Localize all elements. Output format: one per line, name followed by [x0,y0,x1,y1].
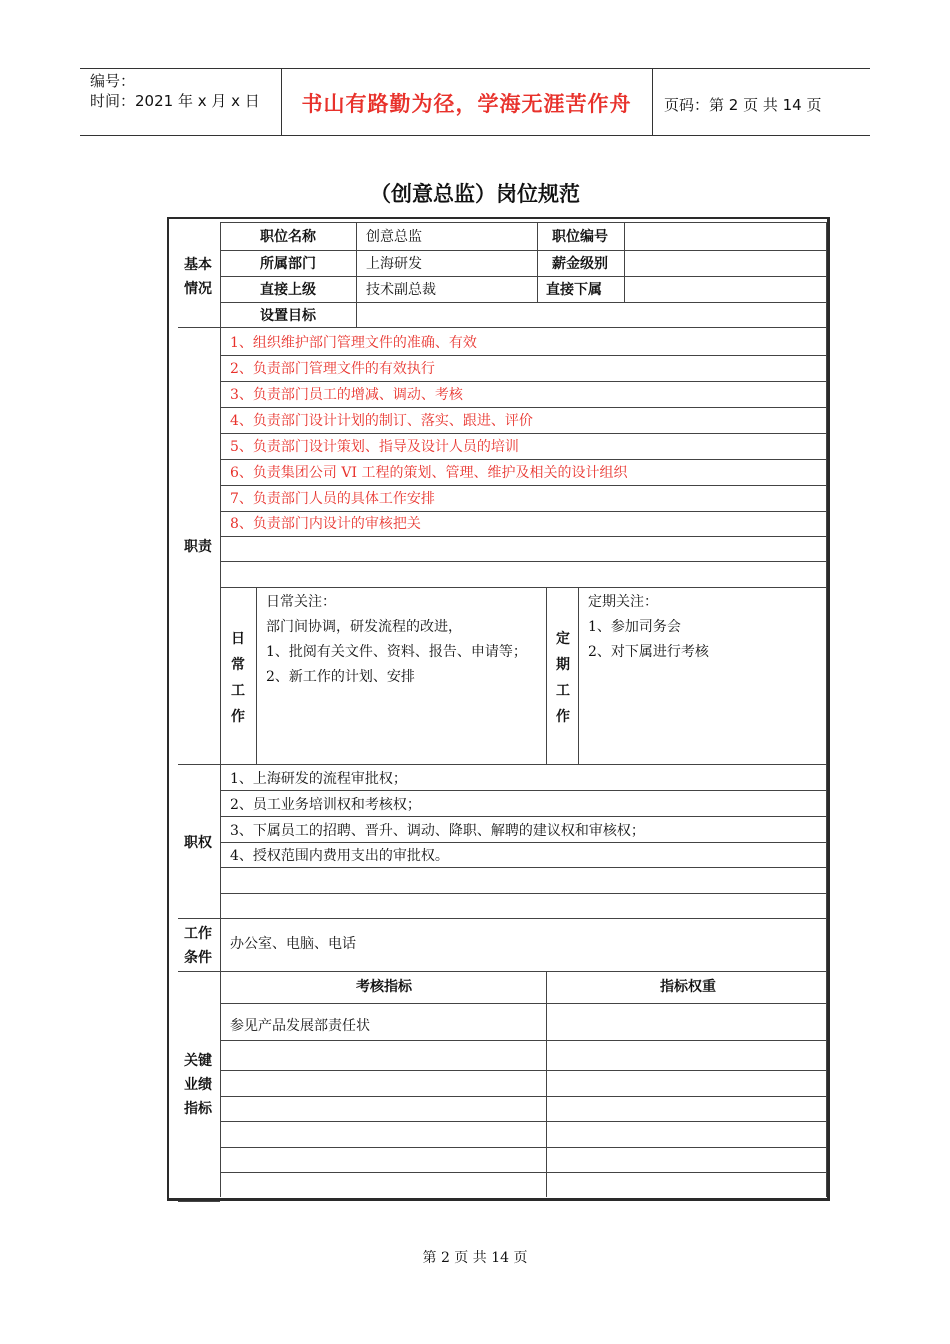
field-label-code: 职位编号 [552,229,608,245]
field-value-supervisor: 技术副总裁 [366,282,436,298]
label-column-divider [220,222,221,1197]
row-line [220,816,826,817]
duty-item: 8、负责部门内设计的审核把关 [230,516,421,532]
section-divider [178,327,220,328]
section-label-basic-text: 基本 情况 [184,257,212,297]
row-line [220,561,826,562]
row-line [220,511,826,512]
authority-item: 1、上海研发的流程审批权； [230,771,407,787]
row-line [220,764,826,765]
daily-work-label [223,626,253,730]
authority-item: 2、员工业务培训权和考核权； [230,797,421,813]
daily-work-line: 日常关注： [266,594,336,610]
section-divider [178,918,220,919]
row-line [220,1121,826,1122]
row-line [220,485,826,486]
row-line [220,459,826,460]
daily-work-label-char: 工 [231,683,245,699]
row-line [220,276,826,277]
row-line [220,893,826,894]
daily-work-line: 1、批阅有关文件、资料、报告、申请等； [266,644,527,660]
conditions-value: 办公室、电脑、电话 [230,936,356,952]
kpi-header-indicator: 考核指标 [356,979,412,995]
section-label-kpi-text: 关键 业绩 指标 [184,1053,212,1117]
periodic-work-line: 2、对下属进行考核 [588,644,709,660]
periodic-work-label-char: 工 [556,683,570,699]
section-label-conditions [178,922,218,970]
daily-work-label-char: 常 [231,657,245,673]
row-line [220,587,826,588]
field-label-salary-grade: 薪金级别 [552,256,608,272]
section-divider [178,764,220,765]
field-label-title: 职位名称 [260,229,316,245]
col-line [578,587,579,764]
kpi-header-weight: 指标权重 [660,979,716,995]
row-line [220,1070,826,1071]
section-divider [178,1201,220,1202]
page-footer: 第 2 页 共 14 页 [422,1250,528,1266]
periodic-work-label [548,626,578,730]
periodic-work-line: 定期关注： [588,594,658,610]
daily-work-line: 2、新工作的计划、安排 [266,669,415,685]
row-line [220,867,826,868]
row-line [220,355,826,356]
daily-work-label-char: 作 [231,709,245,725]
motto-text: 书山有路勤为径，学海无涯苦作舟 [301,92,632,116]
daily-work-text [266,590,527,690]
duty-item: 1、组织维护部门管理文件的准确、有效 [230,335,477,351]
daily-work-label-char: 日 [231,631,245,647]
section-label-authority: 职权 [184,835,212,851]
authority-item: 4、授权范围内费用支出的审批权。 [230,848,449,864]
periodic-work-text [588,590,709,665]
periodic-work-label-char: 定 [556,631,570,647]
row-line [220,1040,826,1041]
row-line [220,1147,826,1148]
duty-item: 3、负责部门员工的增减、调动、考核 [230,387,463,403]
row-line [220,790,826,791]
duty-item: 7、负责部门人员的具体工作安排 [230,491,435,507]
field-label-objective: 设置目标 [260,308,316,324]
col-line [624,222,625,302]
periodic-work-label-char: 作 [556,709,570,725]
authority-item: 3、下属员工的招聘、晋升、调动、降职、解聘的建议权和审核权； [230,823,645,839]
daily-work-line: 部门间协调，研发流程的改进， [266,619,462,635]
page-title: （创意总监）岗位规范 [370,182,580,206]
header-divider-2 [652,68,653,135]
header-bottom-line [80,135,870,136]
row-line [220,250,826,251]
field-value-title: 创意总监 [366,229,422,245]
col-line [546,587,547,764]
row-line [220,918,826,919]
duty-item: 4、负责部门设计计划的制订、落实、跟进、评价 [230,413,533,429]
col-line [546,971,547,1197]
duty-item: 6、负责集团公司 VI 工程的策划、管理、维护及相关的设计组织 [230,465,628,481]
section-label-conditions-text: 工作 条件 [184,926,212,966]
row-line [220,407,826,408]
doc-time-label: 时间：2021 年 x 月 x 日 [90,92,260,110]
duty-item: 2、负责部门管理文件的有效执行 [230,361,435,377]
row-line [220,302,826,303]
page-number-label: 页码：第 2 页 共 14 页 [664,96,822,114]
section-divider [178,971,220,972]
section-label-basic [178,253,218,301]
row-line [220,1003,826,1004]
row-line [220,536,826,537]
col-line [537,222,538,302]
row-line [220,222,826,223]
doc-number-label: 编号： [90,72,136,90]
field-value-department: 上海研发 [366,256,422,272]
field-label-supervisor: 直接上级 [260,282,316,298]
row-line [220,971,826,972]
row-line [220,327,826,328]
header-top-line [80,68,870,69]
col-line [256,587,257,764]
row-line [220,433,826,434]
row-line [220,1096,826,1097]
field-label-subordinates: 直接下属 [546,282,602,298]
field-label-department: 所属部门 [260,256,316,272]
kpi-row-indicator: 参见产品发展部责任状 [230,1018,370,1034]
section-label-kpi [178,1049,218,1121]
row-line [220,1172,826,1173]
form-right-border [826,222,827,1197]
section-label-duties: 职责 [184,539,212,555]
row-line [220,842,826,843]
row-line [220,381,826,382]
duty-item: 5、负责部门设计策划、指导及设计人员的培训 [230,439,519,455]
periodic-work-label-char: 期 [556,657,570,673]
periodic-work-line: 1、参加司务会 [588,619,681,635]
col-line [356,222,357,327]
